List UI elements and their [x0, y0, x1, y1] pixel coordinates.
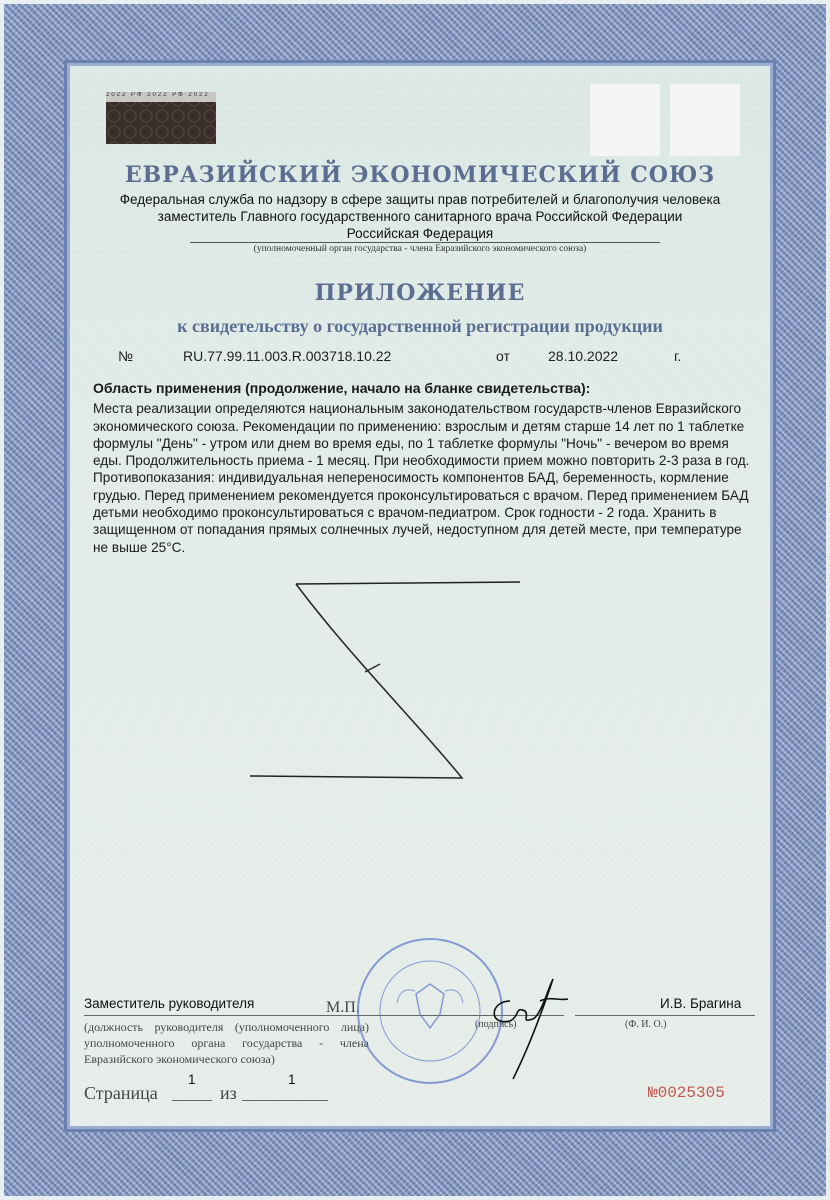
of-label: из [220, 1083, 237, 1103]
name-line [575, 1015, 755, 1016]
appendix-title: ПРИЛОЖЕНИЕ [314, 280, 526, 306]
scope-text: Места реализации определяются национальным законодательством государств-членов Евразийского экономического союза. Рекомендации по применению: взрослым и детям старше 14 лет по 1 таблетке формулы "День" - утром или днем во время еды, по 1 таблетке формулы "Ночь" - вечером во время еды. Продолжительность приема - 1 месяц. При необходимости прием можно повторить 2-3 раза в год. Противопоказания: индивидуальная непереносимость компонентов БАД, беременность, кормление грудью. Перед применением рекомендуется проконсультироваться с врачом. Перед применением БАД детьми необходимо проконсультироваться с врачом-педиатром. Срок годности - 2 года. Хранить в защищенном от попадания прямых солнечных лучей, недоступном для детей месте, при температуре не выше 25°C. [93, 401, 750, 555]
year-suffix: г. [674, 348, 682, 364]
registration-number: RU.77.99.11.003.R.003718.10.22 [183, 348, 392, 364]
authority-caption: (уполномоченный орган государства - члена Евразийского экономического союза) [253, 244, 587, 254]
union-title: ЕВРАЗИЙСКИЙ ЭКОНОМИЧЕСКИЙ СОЮЗ [124, 162, 716, 188]
date-label: от [496, 348, 510, 364]
scope-heading: Область применения (продолжение, начало на бланке свидетельства): [93, 380, 591, 396]
hologram-strip: 2022 РФ 2022 РФ 2022 [106, 92, 216, 102]
page-label: Страница [84, 1083, 158, 1103]
appendix-subtitle: к свидетельству о государственной регистрации продукции [177, 316, 663, 336]
registration-date: 28.10.2022 [548, 348, 619, 364]
signer-name: И.В. Брагина [660, 996, 742, 1011]
eagle-emblem-icon [416, 984, 444, 1028]
official-line: заместитель Главного государственного санитарного врача Российской Федерации [157, 209, 683, 224]
signature-caption: (подпись) [475, 1019, 517, 1030]
number-label: № [118, 348, 134, 364]
country-line: Российская Федерация [346, 226, 494, 241]
handwritten-signature [480, 961, 580, 1081]
document-sheet [70, 66, 770, 1126]
signer-position: Заместитель руководителя [84, 996, 255, 1011]
serial-number: №0025305 [648, 1084, 725, 1102]
page-line [172, 1100, 212, 1101]
agency-line: Федеральная служба по надзору в сфере защиты прав потребителей и благополучия человека [119, 192, 721, 207]
page-total: 1 [288, 1072, 296, 1087]
name-caption: (Ф. И. О.) [625, 1019, 667, 1030]
position-caption: (должность руководителя (уполномоченного лица) уполномоченного органа государства - члена Евразийского экономического союза) [84, 1020, 369, 1066]
total-line [242, 1100, 328, 1101]
stamp-place: М.П. [326, 999, 360, 1016]
page-number: 1 [188, 1072, 196, 1087]
